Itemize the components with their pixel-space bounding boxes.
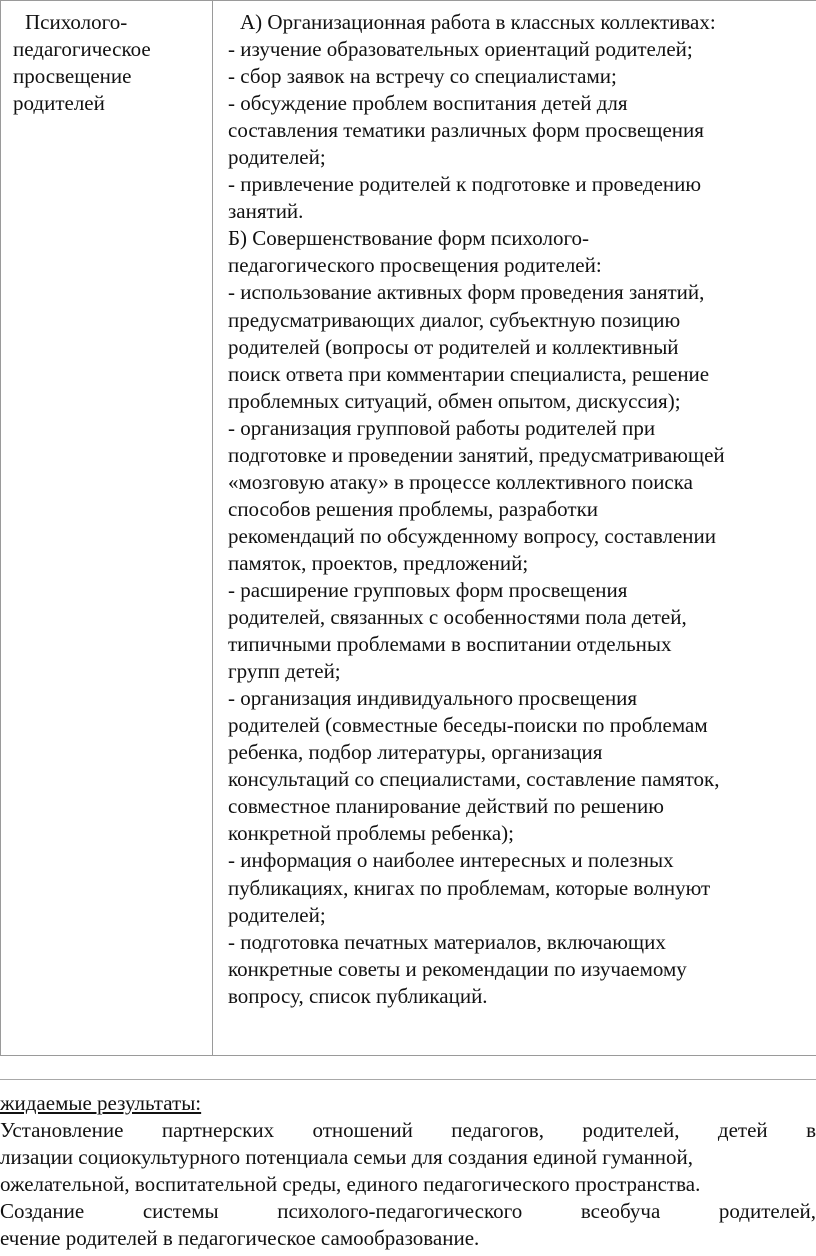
right-cell-line: вопросу, список публикаций. — [228, 983, 488, 1008]
right-cell-line: совместное планирование действий по решению — [228, 794, 664, 819]
column-divider — [212, 1, 213, 1055]
right-cell-line: педагогического просвещения родителей: — [228, 253, 602, 278]
right-cell-line: - изучение образовательных ориентаций родителей; — [228, 37, 693, 62]
right-cell-line: занятий. — [228, 199, 304, 224]
left-cell-line: просвещение — [13, 64, 132, 88]
right-cell-line: - привлечение родителей к подготовке и проведению — [228, 172, 702, 197]
results-line: лизации социокультурного потенциала семьи для создания единой гуманной, — [0, 1145, 693, 1169]
results-line: Установление партнерских отношений педагогов, родителей, детей в — [0, 1118, 816, 1142]
results-line: ечение родителей в педагогическое самообразование. — [0, 1226, 480, 1250]
right-cell-line: подготовке и проведении занятий, предусматривающей — [228, 442, 725, 467]
right-cell-line: составления тематики различных форм просвещения — [228, 118, 704, 143]
right-cell-line: Б) Совершенствование форм психолого- — [228, 226, 590, 251]
right-cell-line: А) Организационная работа в классных коллективах: — [240, 10, 716, 34]
right-cell-line: предусматривающих диалог, субъектную позицию — [228, 307, 681, 332]
right-cell-line: публикациях, книгах по проблемам, которые волнуют — [228, 875, 711, 900]
right-cell-line: - подготовка печатных материалов, включающих — [228, 929, 666, 954]
right-cell-line: - расширение групповых форм просвещения — [228, 577, 628, 602]
left-cell-line: Психолого- — [25, 10, 128, 34]
results-line: Создание системы психолого-педагогического всеобуча родителей, — [0, 1199, 816, 1223]
right-cell-line: - информация о наиболее интересных и полезных — [228, 848, 674, 873]
section-divider — [0, 1079, 816, 1080]
results-line: ожелательной, воспитательной среды, единого педагогического пространства. — [0, 1172, 701, 1196]
right-cell-line: родителей; — [228, 145, 326, 170]
right-cell-line: родителей (совместные беседы-поиски по проблемам — [228, 713, 708, 738]
right-cell-line: типичными проблемами в воспитании отдельных — [228, 632, 672, 657]
left-cell-line: педагогическое — [13, 37, 151, 61]
right-cell-line: групп детей; — [228, 659, 341, 684]
right-cell-line: конкретные советы и рекомендации по изучаемому — [228, 956, 687, 981]
right-cell-line: - организация групповой работы родителей при — [228, 415, 656, 440]
expected-results-section — [0, 1090, 816, 1252]
right-cell-line: ребенка, подбор литературы, организация — [228, 740, 603, 765]
right-cell-line: памяток, проектов, предложений; — [228, 550, 529, 575]
table-cell-direction — [13, 9, 203, 117]
right-cell-line: способов решения проблемы, разработки — [228, 496, 599, 521]
right-cell-line: родителей, связанных с особенностями пола детей, — [228, 605, 687, 630]
right-cell-line: - обсуждение проблем воспитания детей для — [228, 91, 628, 116]
right-cell-line: родителей (вопросы от родителей и коллективный — [228, 334, 679, 359]
right-cell-line: родителей; — [228, 902, 326, 927]
right-cell-line: поиск ответа при комментарии специалиста, решение — [228, 361, 710, 386]
right-cell-line: конкретной проблемы ребенка); — [228, 821, 514, 846]
right-cell-line: «мозговую атаку» в процессе коллективного поиска — [228, 469, 693, 494]
right-cell-line: - организация индивидуального просвещения — [228, 686, 638, 711]
right-cell-line: проблемных ситуаций, обмен опытом, дискуссия); — [228, 388, 681, 413]
right-cell-line: - использование активных форм проведения занятий, — [228, 280, 705, 305]
right-cell-line: консультаций со специалистами, составление памяток, — [228, 767, 720, 792]
right-cell-line: - сбор заявок на встречу со специалистами; — [228, 64, 617, 89]
results-heading: жидаемые результаты: — [0, 1091, 202, 1115]
table-cell-activities — [228, 9, 813, 1010]
left-cell-line: родителей — [13, 91, 105, 115]
right-cell-line: рекомендаций по обсужденному вопросу, составлении — [228, 523, 716, 548]
